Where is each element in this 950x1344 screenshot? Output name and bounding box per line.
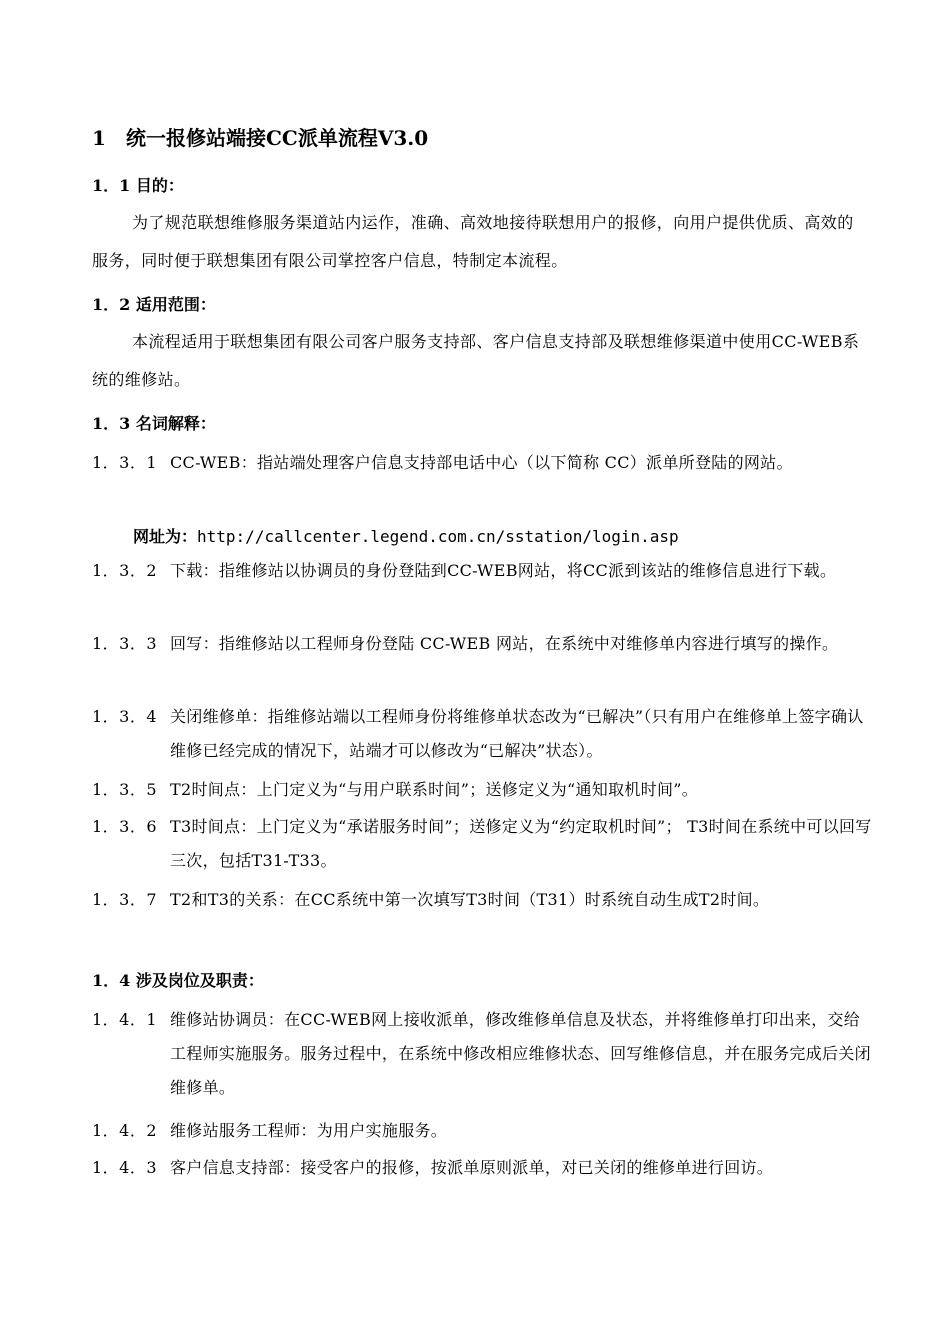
- section-heading-purpose: 1．1 目的：: [92, 176, 184, 195]
- role-item-text: 维修站协调员：在CC-WEB网上接收派单，修改维修单信息及状态，并将维修单打印出来，交给工程师实施服务。服务过程中，在系统中修改相应维修状态、回写维修信息，并在服务完成后关闭维修单。: [170, 1010, 871, 1097]
- term-item-text: 关闭维修单：指维修站端以工程师身份将维修单状态改为“已解决”（只有用户在维修单上签字确认维修已经完成的情况下，站端才可以修改为“已解决”状态）。: [170, 707, 864, 760]
- role-item: [92, 1114, 872, 1148]
- term-item-text: 下载：指维修站以协调员的身份登陆到CC-WEB网站，将CC派到该站的维修信息进行下载。: [170, 561, 837, 580]
- term-item-text: T2和T3的关系：在CC系统中第一次填写T3时间（T31）时系统自动生成T2时间。: [170, 890, 770, 909]
- role-item: [92, 1151, 872, 1185]
- term-item: [92, 554, 872, 588]
- term-item-number: 1．3．1: [92, 453, 158, 472]
- term-item-text: T3时间点：上门定义为“承诺服务时间”；送修定义为“约定取机时间”； T3时间在系统中可以回写三次，包括T31-T33。: [170, 817, 872, 870]
- role-item-number: 1．4．2: [92, 1121, 158, 1140]
- term-item: [92, 810, 872, 878]
- role-item-number: 1．4．3: [92, 1158, 158, 1177]
- term-item-number: 1．3．5: [92, 780, 158, 799]
- term-item: [92, 883, 872, 917]
- section-heading-scope: 1．2 适用范围：: [92, 295, 216, 314]
- term-item: [92, 446, 872, 480]
- section-heading-terms: 1．3 名词解释：: [92, 414, 216, 433]
- role-item-text: 客户信息支持部：接受客户的报修，按派单原则派单，对已关闭的维修单进行回访。: [170, 1158, 774, 1177]
- title-number: 1: [92, 126, 106, 150]
- term-item-number: 1．3．6: [92, 817, 158, 836]
- term-item: [92, 773, 872, 807]
- term-item-text: CC-WEB：指站端处理客户信息支持部电话中心（以下简称 CC）派单所登陆的网站。: [170, 453, 793, 472]
- section-body-purpose: 为了规范联想维修服务渠道站内运作，准确、高效地接待联想用户的报修，向用户提供优质、高效的服务，同时便于联想集团有限公司掌控客户信息，特制定本流程。: [92, 213, 854, 270]
- section-heading-roles: 1．4 涉及岗位及职责：: [92, 971, 264, 990]
- role-item-text: 维修站服务工程师：为用户实施服务。: [170, 1121, 448, 1140]
- term-item-number: 1．3．3: [92, 634, 158, 653]
- url-link[interactable]: http://callcenter.legend.com.cn/sstation/login.asp: [197, 527, 679, 546]
- term-item-text: T2时间点：上门定义为“与用户联系时间”；送修定义为“通知取机时间”。: [170, 780, 699, 799]
- term-item-text: 回写：指维修站以工程师身份登陆 CC-WEB 网站，在系统中对维修单内容进行填写的操作。: [170, 634, 839, 653]
- term-item-number: 1．3．7: [92, 890, 158, 909]
- title-text: 统一报修站端接CC派单流程V3.0: [126, 126, 429, 150]
- term-item: [92, 627, 872, 661]
- term-item: [92, 700, 872, 768]
- url-line: [133, 524, 679, 547]
- role-item-number: 1．4．1: [92, 1010, 158, 1029]
- url-label: 网址为：: [133, 527, 198, 546]
- document-title: [92, 122, 428, 151]
- role-item: [92, 1003, 872, 1105]
- term-item-number: 1．3．2: [92, 561, 158, 580]
- section-body-scope: 本流程适用于联想集团有限公司客户服务支持部、客户信息支持部及联想维修渠道中使用CC-WEB系统的维修站。: [92, 332, 860, 389]
- term-item-number: 1．3．4: [92, 707, 158, 726]
